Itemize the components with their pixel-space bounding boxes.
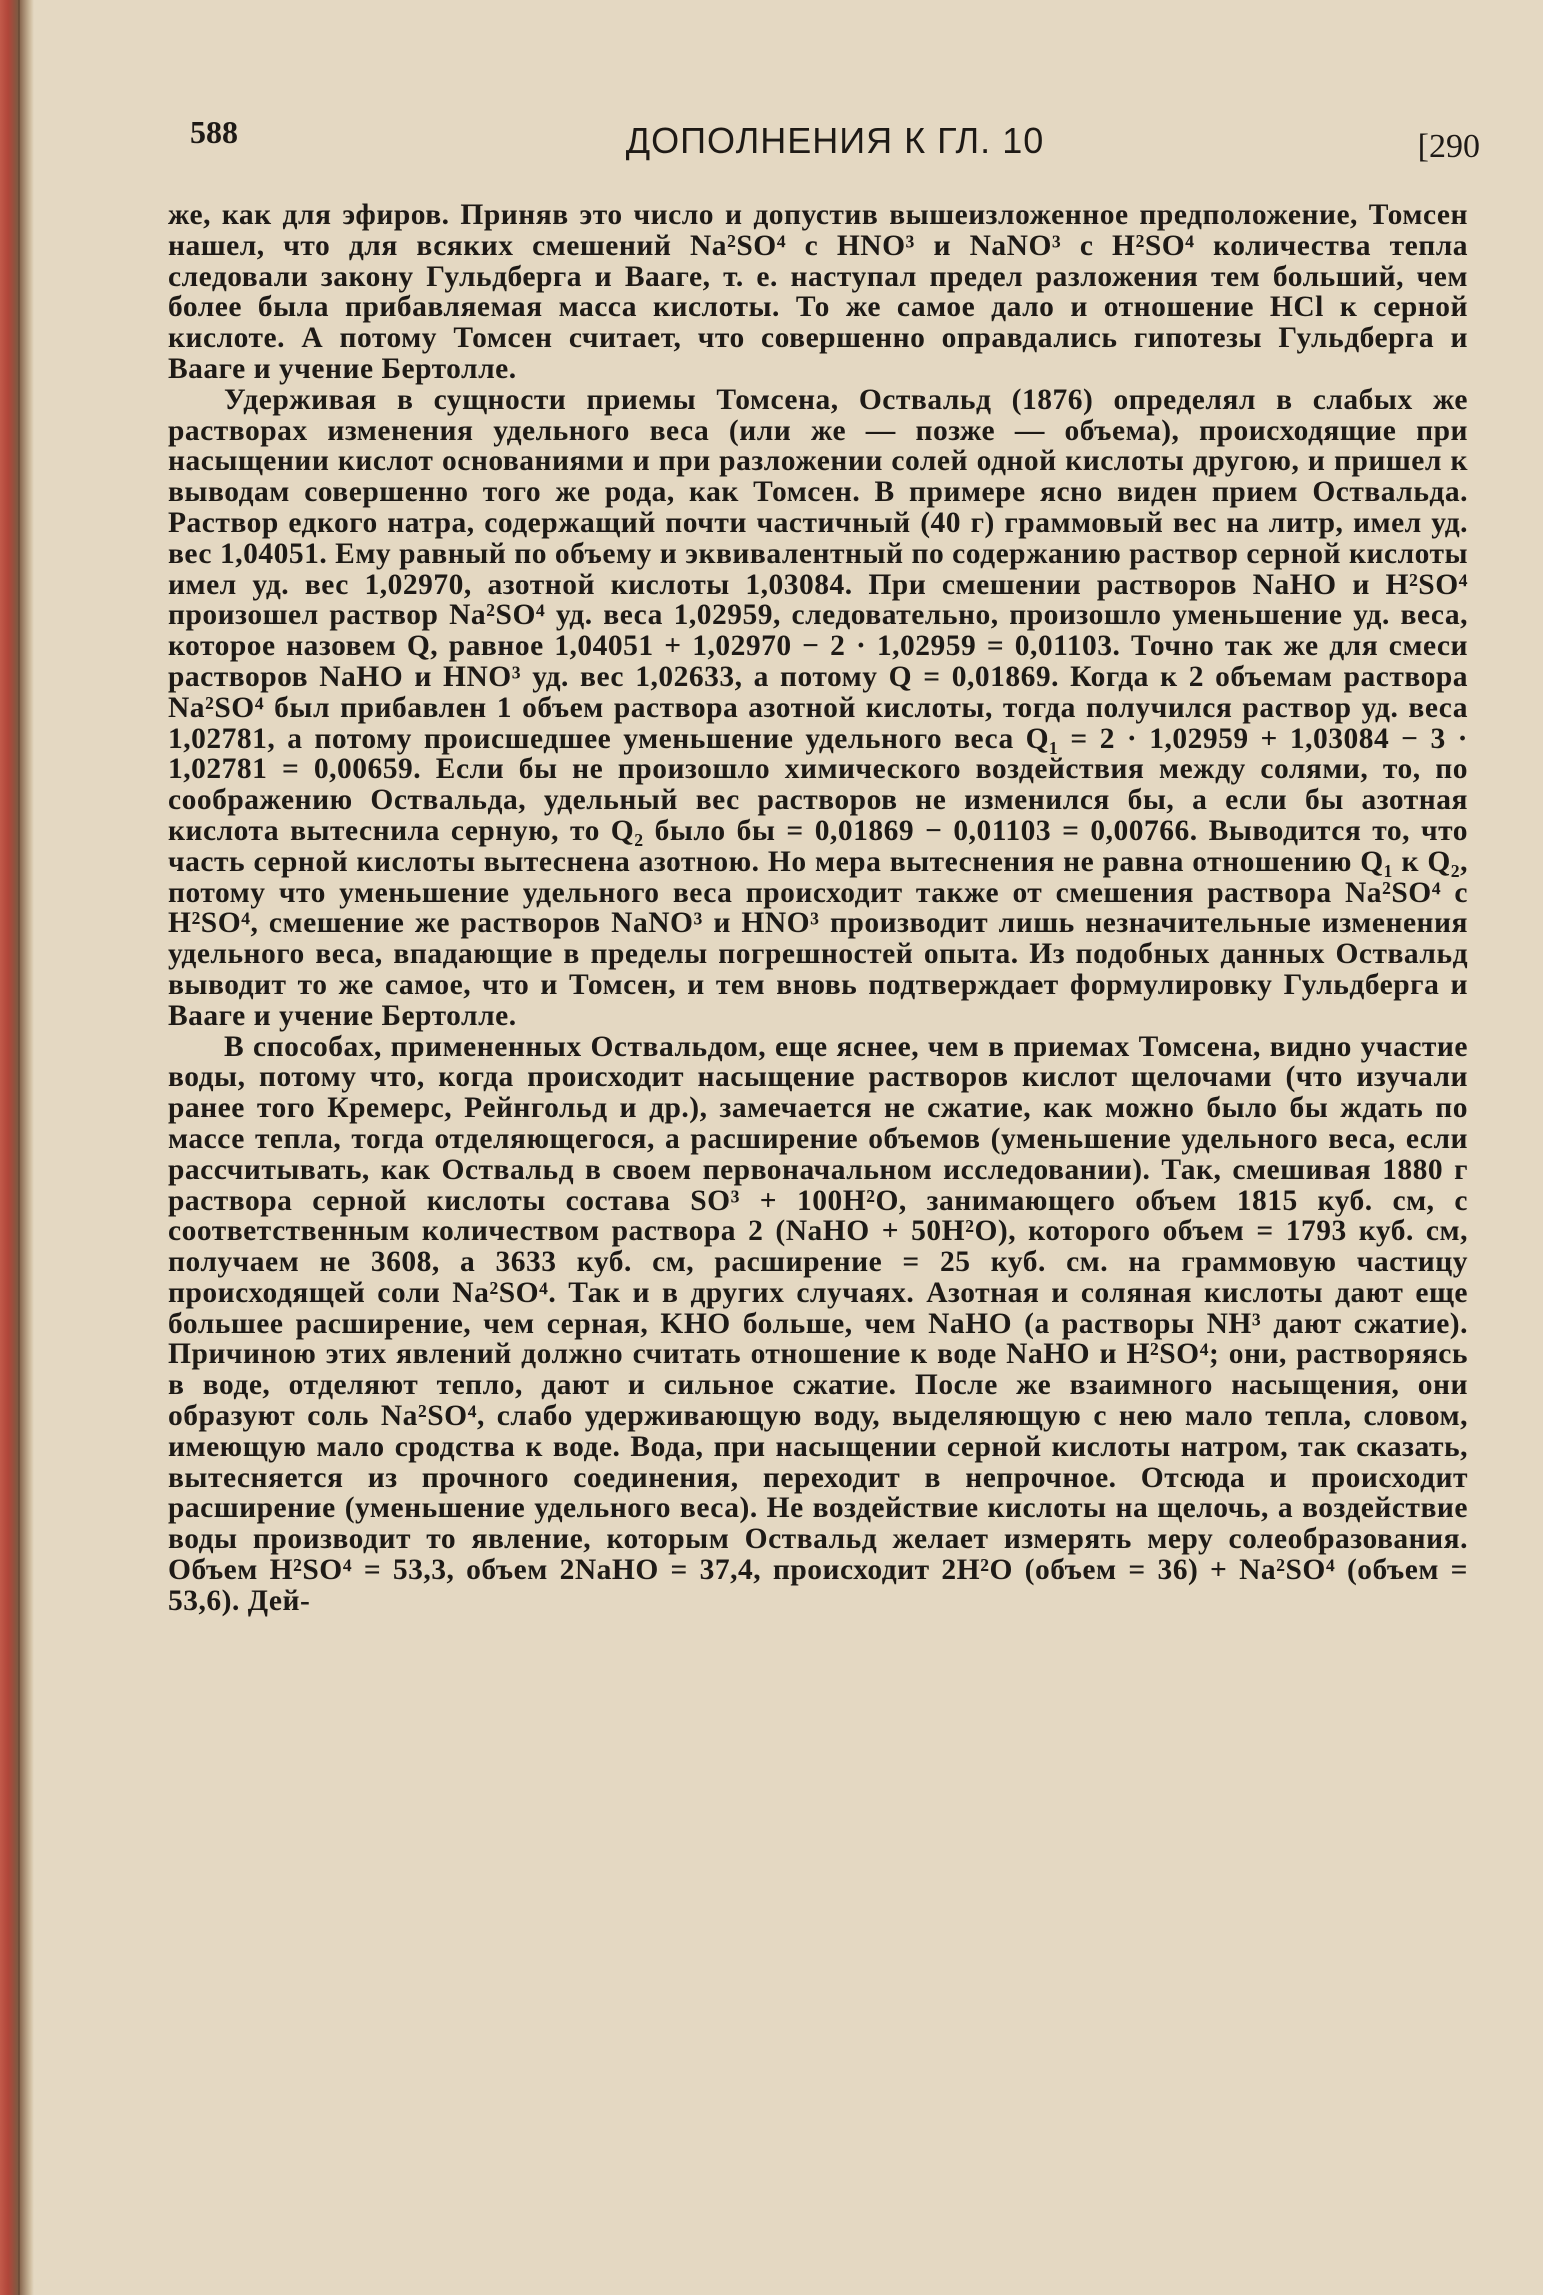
book-spine-line [18,0,20,2295]
running-title: ДОПОЛНЕНИЯ К ГЛ. 10 [625,120,1045,161]
page-header [190,106,1480,166]
section-number: [290 [1417,128,1480,165]
paragraph-ostwald-method: Удерживая в сущности приемы Томсена, Оствальд (1876) определял в слабых же растворах изменения удельного веса (или же — позже — объема), происходящие при насыщении кислот основаниями и при разложении солей одной кислоты другою, и пришел к выводам совершенно того же рода, как Томсен. В примере ясно виден прием Оствальда. Раствор едкого натра, содержащий почти частичный (40 г) граммовый вес на литр, имел уд. вес 1,04051. Ему равный по объему и эквивалентный по содержанию раствор серной кислоты имел уд. вес 1,02970, азотной кислоты 1,03084. При смешении растворов NaHO и H²SO⁴ произошел раствор Na²SO⁴ уд. веса 1,02959, следовательно, произошло уменьшение уд. веса, которое назовем Q, равное 1,04051 + 1,02970 − 2 · 1,02959 = 0,01103. Точно так же для смеси растворов NaHO и HNO³ уд. вес 1,02633, а потому Q = 0,01869. Когда к 2 объемам раствора Na²SO⁴ был прибавлен 1 объем раствора азотной кислоты, тогда получился раствор уд. веса 1,02781, а потому происшедшее уменьшение удельного веса Q₁ = 2 · 1,02959 + 1,03084 − 3 · 1,02781 = 0,00659. Если бы не произошло химического воздействия между солями, то, по соображению Оствальда, удельный вес растворов не изменился бы, а если бы азотная кислота вытеснила серную, то Q₂ было бы = 0,01869 − 0,01103 = 0,00766. Выводится то, что часть серной кислоты вытеснена азотною. Но мера вытеснения не равна отношению Q₁ к Q₂, потому что уменьшение удельного веса происходит также от смешения раствора Na²SO⁴ с H²SO⁴, смешение же растворов NaNO³ и HNO³ производит лишь незначительные изменения удельного веса, впадающие в пределы погрешностей опыта. Из подобных данных Оствальд выводит то же самое, что и Томсен, и тем вновь подтверждает формулировку Гульдберга и Вааге и учение Бертолле. [168,383,1468,1032]
book-spine-edge [0,0,34,2295]
paragraph-water-role: В способах, примененных Оствальдом, еще яснее, чем в приемах Томсена, видно участие воды, потому что, когда происходит насыщение растворов кислот щелочами (что изучали ранее того Кремерс, Рейнгольд и др.), замечается не сжатие, как можно было бы ждать по массе тепла, тогда отделяющегося, а расширение объемов (уменьшение удельного веса, если рассчитывать, как Оствальд в своем первоначальном исследовании). Так, смешивая 1880 г раствора серной кислоты состава SO³ + 100H²O, занимающего объем 1815 куб. см, с соответственным количеством раствора 2 (NaHO + 50H²O), которого объем = 1793 куб. см, получаем не 3608, а 3633 куб. см, расширение = 25 куб. см. на граммовую частицу происходящей соли Na²SO⁴. Так и в других случаях. Азотная и соляная кислоты дают еще большее расширение, чем серная, KHO больше, чем NaHO (а растворы NH³ дают сжатие). Причиною этих явлений должно считать отношение к воде NaHO и H²SO⁴; они, растворяясь в воде, отделяют тепло, дают и сильное сжатие. После же взаимного насыщения, они образуют соль Na²SO⁴, слабо удерживающую воду, выделяющую с нею мало тепла, словом, имеющую мало сродства к воде. Вода, при насыщении серной кислоты натром, так сказать, вытесняется из прочного соединения, переходит в непрочное. Отсюда и происходит расширение (уменьшение удельного веса). Не воздействие кислоты на щелочь, а воздействие воды производит то явление, которым Оствальд желает измерять меру солеобразования. Объем H²SO⁴ = 53,3, объем 2NaHO = 37,4, происходит 2H²O (объем = 36) + Na²SO⁴ (объем = 53,6). Дей- [168,1030,1468,1617]
paragraph-continuation: же, как для эфиров. Приняв это число и допустив вышеизложенное предположение, Томсен нашел, что для всяких смешений Na²SO⁴ с HNO³ и NaNO³ с H²SO⁴ количества тепла следовали закону Гульдберга и Вааге, т. е. наступал предел разложения тем больший, чем более была прибавляемая масса кислоты. То же самое дало и отношение HCl к серной кислоте. А потому Томсен считает, что совершенно оправдались гипотезы Гульдберга и Вааге и учение Бертолле. [168,199,1468,385]
body-text [168,200,1468,1617]
page-number: 588 [190,114,238,150]
